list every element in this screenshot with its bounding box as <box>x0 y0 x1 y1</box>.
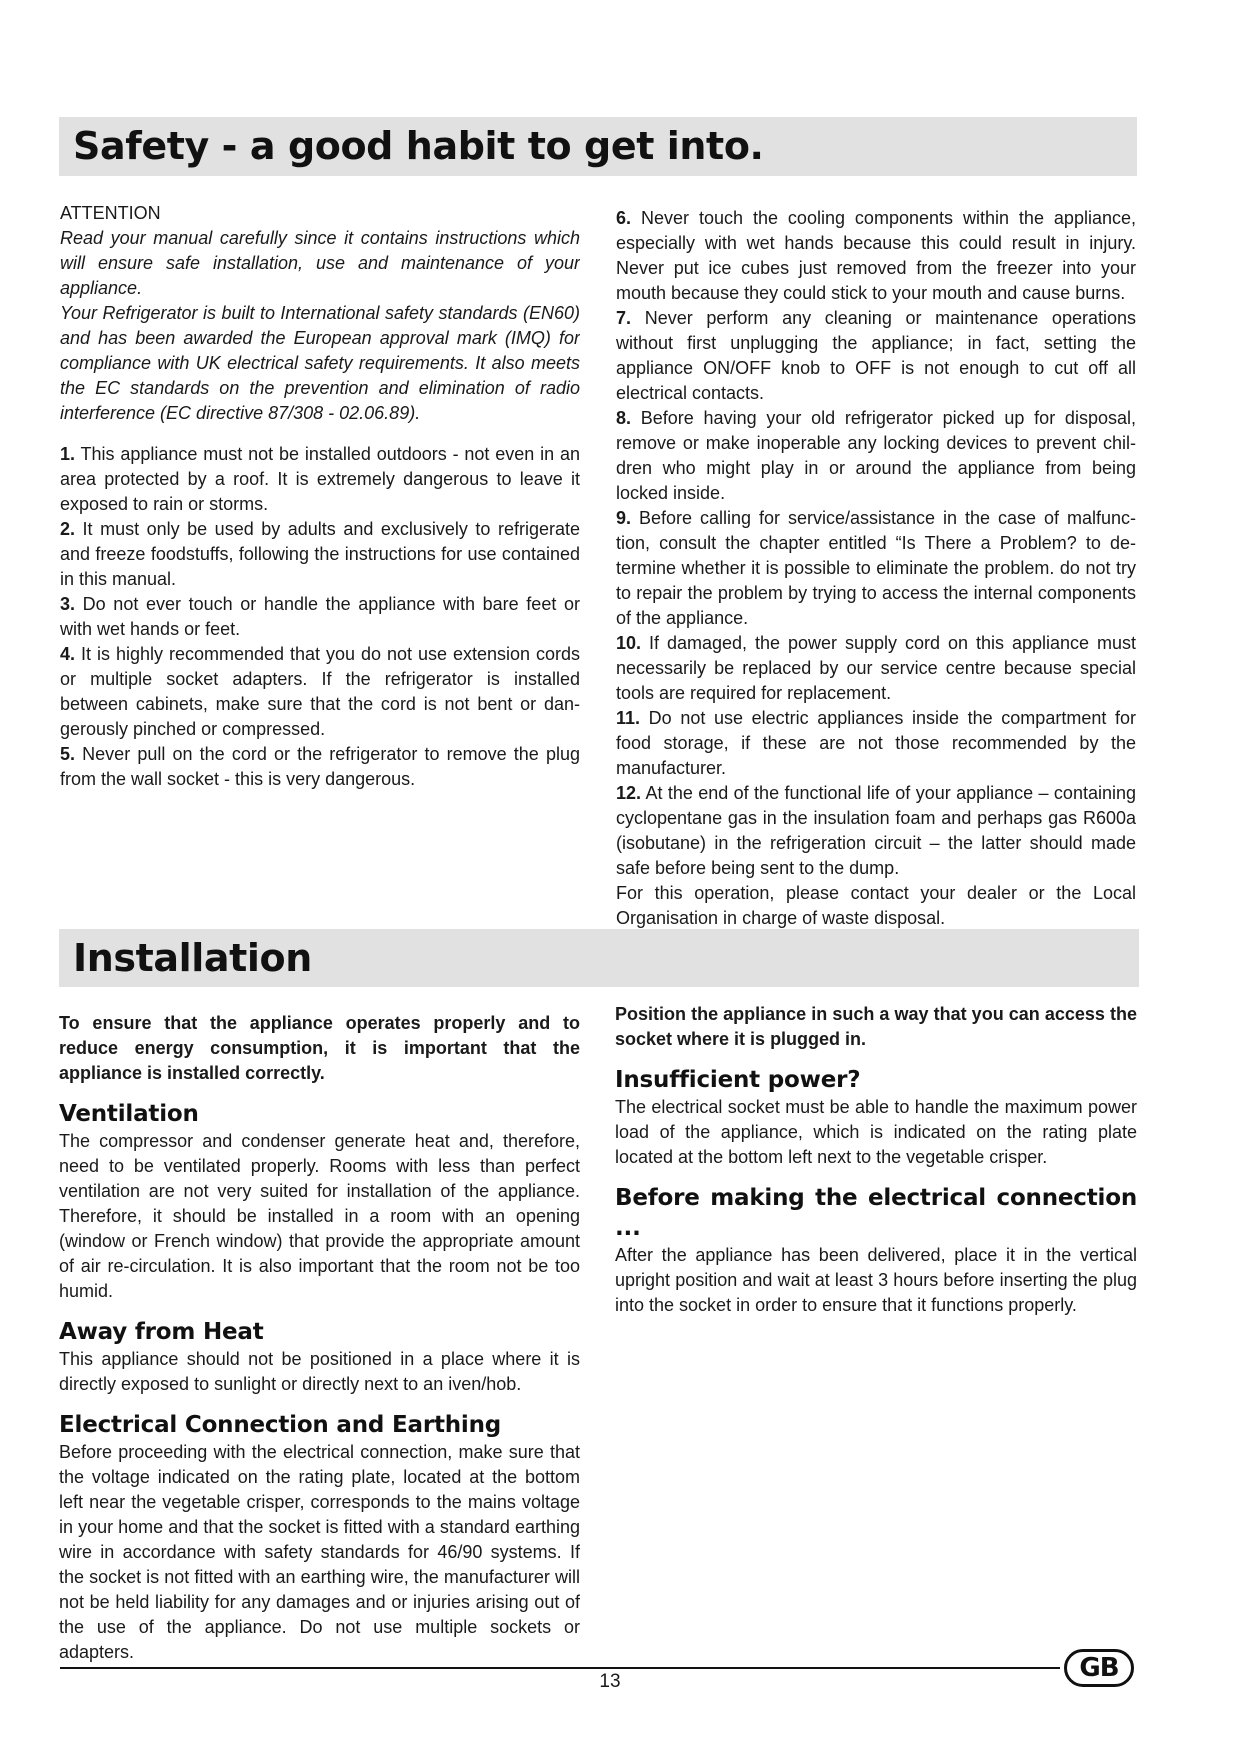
insufficient-power-text: The electrical socket must be able to handle the maximum power load of the appliance, which is indicated on the rating plate located at the bottom left next to the vegetable crisper. <box>615 1097 1137 1167</box>
safety-right-column <box>616 206 1136 931</box>
safety-item-text: At the end of the functional life of your appliance – containing cyclopentane gas in the insulation foam and perhaps gas R600a (isobutane) in the refrigeration circuit – the latter should made safe before being sent to the dump. <box>616 783 1136 878</box>
electrical-connection-heading: Electrical Connection and Earthing <box>59 1412 502 1438</box>
footer-rule <box>60 1667 1060 1669</box>
safety-title: Safety - a good habit to get into. <box>73 124 764 168</box>
safety-item-text: Never perform any cleaning or maintenance operations without first unplugging the appliance; in fact, setting the appliance ON/OFF knob to OFF is not enough to cut off all electrical contacts. <box>616 308 1136 403</box>
safety-item-number: 1. <box>60 444 76 464</box>
page-number: 13 <box>599 1671 621 1692</box>
safety-intro-manual: Read your manual carefully since it contains instructions which will ensure safe installation, use and maintenance of your appliance. <box>60 228 580 298</box>
insufficient-power-heading: Insufficient power? <box>615 1067 861 1093</box>
safety-item <box>616 306 1136 406</box>
safety-item-number: 4. <box>60 644 76 664</box>
safety-title-band <box>59 117 1137 176</box>
safety-intro-standards: Your Refrigerator is built to International safety standards (EN60) and has been awarded the European approval mark (IMQ) for compliance with UK electrical safety requirements. It also meets the EC standards on the prevention and elimination of radio interference (EC directive 87/308 - 02.06.89). <box>60 303 580 423</box>
safety-item-text: Never pull on the cord or the refrigerator to remove the plug from the wall socket - this is very dangerous. <box>60 744 580 789</box>
safety-item-text: Before having your old refrigerator picked up for disposal, remove or make inoperable any locking devices to prevent children who might play in or around the appliance from being locked inside. <box>616 408 1136 503</box>
safety-item-text: Do not ever touch or handle the appliance with bare feet or with wet hands or feet. <box>60 594 580 639</box>
installation-left-column <box>59 1011 580 1665</box>
safety-item <box>616 781 1136 881</box>
ventilation-heading: Ventilation <box>59 1101 199 1127</box>
installation-lead: To ensure that the appliance operates properly and to reduce energy consumption, it is important that the appliance is installed correctly. <box>59 1013 580 1083</box>
safety-item <box>60 642 580 742</box>
safety-item-number: 12. <box>616 783 642 803</box>
safety-item <box>60 742 580 792</box>
safety-item-text: Never touch the cooling components within the appliance, especially with wet hands because this could result in injury. Never put ice cubes just removed from the freezer into your mouth because they could stick to your mouth and cause burns. <box>616 208 1136 303</box>
safety-item <box>60 592 580 642</box>
safety-item <box>616 206 1136 306</box>
electrical-bold-note: Position the appliance in such a way that you can access the socket where it is plugged in. <box>615 1004 1137 1049</box>
safety-item-text: It must only be used by adults and exclusively to refrigerate and freeze foodstuffs, following the instructions for use contained in this manual. <box>60 519 580 589</box>
installation-right-column <box>615 1002 1137 1318</box>
safety-item-number: 7. <box>616 308 632 328</box>
safety-item <box>616 706 1136 781</box>
before-connection-text: After the appliance has been delivered, place it in the vertical upright position and wait at least 3 hours before inserting the plug into the socket in order to ensure that it functions properly. <box>615 1245 1137 1315</box>
safety-item-number: 5. <box>60 744 76 764</box>
safety-item <box>60 517 580 592</box>
installation-title: Installation <box>73 936 312 980</box>
safety-item-number: 8. <box>616 408 632 428</box>
away-from-heat-heading: Away from Heat <box>59 1319 264 1345</box>
safety-item-text: It is highly recommended that you do not use extension cords or multiple socket adapters. If the refrigerator is installed between cabinets, make sure that the cord is not bent or dangerously pinched or compressed. <box>60 644 580 739</box>
ventilation-text: The compressor and condenser generate heat and, therefore, need to be ventilated properly. Rooms with less than perfect ventilation are not very suited for installation of the appliance. Therefore, it should be installed in a room with an opening (window or French window) that provide the appropriate amount of air re-circulation. It is also important that the room not be too humid. <box>59 1131 580 1301</box>
safety-item-number: 3. <box>60 594 76 614</box>
safety-item-text: This appliance must not be installed outdoors - not even in an area protected by a roof. It is extremely dangerous to leave it exposed to rain or storms. <box>60 444 580 514</box>
safety-item <box>616 631 1136 706</box>
safety-item <box>60 442 580 517</box>
installation-title-band <box>59 929 1139 987</box>
safety-item <box>616 406 1136 506</box>
safety-item-number: 2. <box>60 519 76 539</box>
safety-left-column <box>60 201 580 792</box>
electrical-connection-text: Before proceeding with the electrical connection, make sure that the voltage indicated on the rating plate, located at the bottom left near the vegetable crisper, corresponds to the mains voltage in your home and that the socket is fitted with a standard earthing wire in accordance with safety standards for 46/90 systems. If the socket is not fitted with an earthing wire, the manufacturer will not be held liability for any damages and or injuries arising out of the use of the appliance. Do not use multiple sockets or adapters. <box>59 1442 580 1662</box>
safety-closing: For this operation, please contact your dealer or the Local Organisation in charge of waste disposal. <box>616 883 1136 928</box>
safety-item-number: 9. <box>616 508 632 528</box>
safety-item-number: 10. <box>616 633 642 653</box>
before-connection-heading: Before making the electrical connection ... <box>615 1185 1137 1241</box>
safety-item-number: 6. <box>616 208 632 228</box>
safety-item-number: 11. <box>616 708 641 728</box>
safety-item-text: Do not use electric appliances inside the compartment for food storage, if these are not those recommended by the manufacturer. <box>616 708 1136 778</box>
safety-item <box>616 506 1136 631</box>
country-badge: GB <box>1064 1649 1134 1687</box>
away-from-heat-text: This appliance should not be positioned in a place where it is directly exposed to sunlight or directly next to an iven/hob. <box>59 1349 580 1394</box>
safety-item-text: If damaged, the power supply cord on this appliance must necessarily be replaced by our service centre because special tools are required for replacement. <box>616 633 1136 703</box>
attention-label: ATTENTION <box>60 203 161 223</box>
safety-item-text: Before calling for service/assistance in the case of malfunction, consult the chapter entitled “Is There a Problem? to determine whether it is possible to eliminate the problem. do not try to repair the problem by trying to access the internal components of the appliance. <box>616 508 1136 628</box>
